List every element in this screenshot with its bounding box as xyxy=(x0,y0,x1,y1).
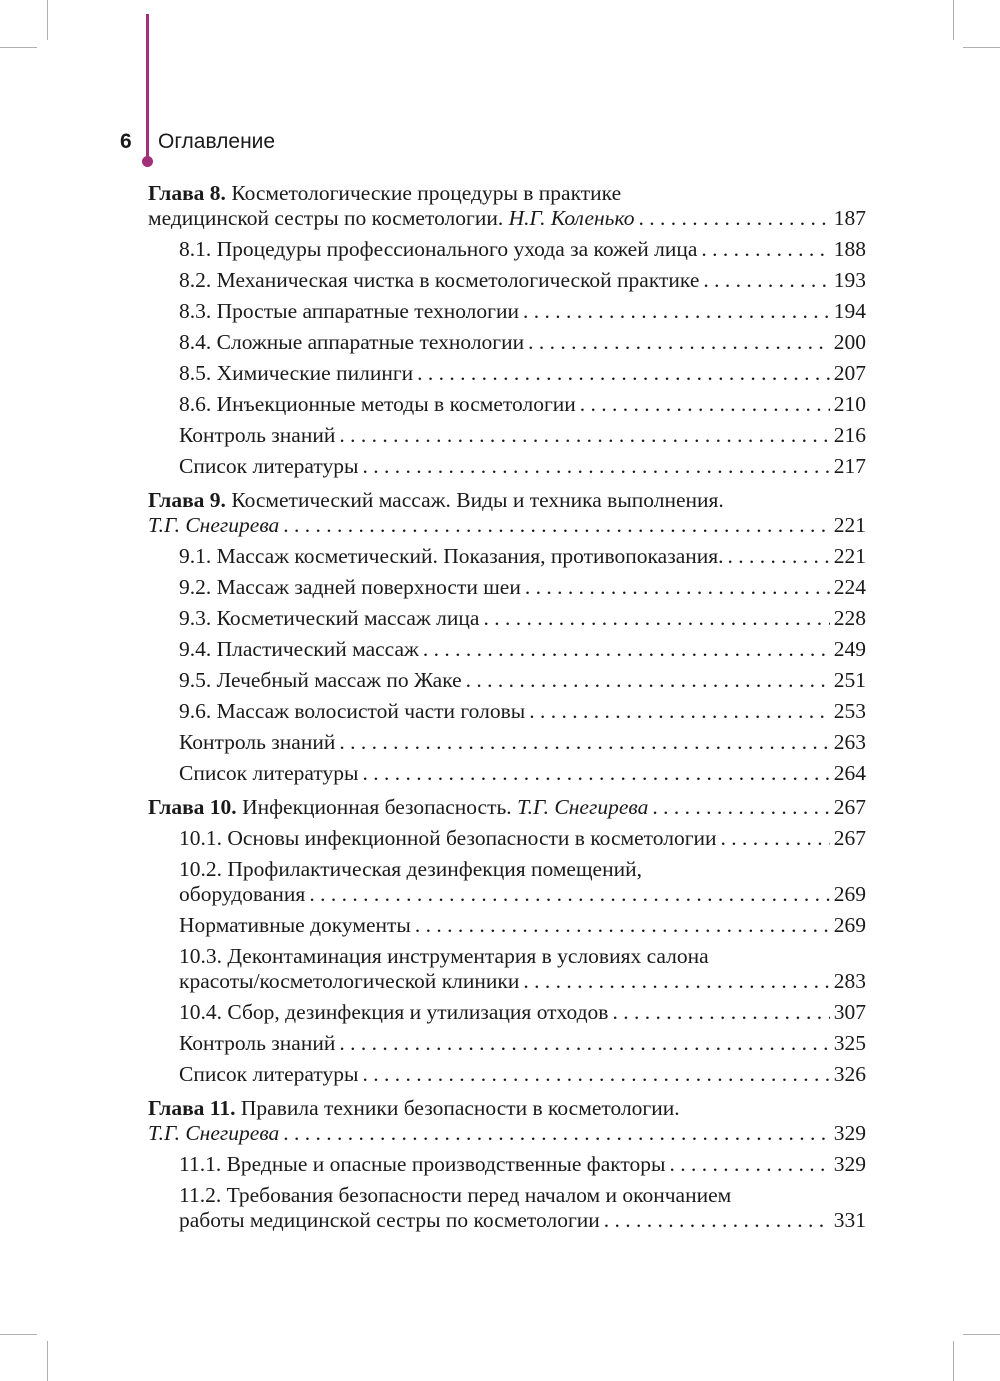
page-ref: 251 xyxy=(833,668,866,692)
dot-leader xyxy=(362,454,829,479)
toc-entry[interactable]: 8.3. Простые аппаратные технологии . . . 194 xyxy=(148,296,866,327)
page-ref: 187 xyxy=(833,206,866,230)
page-ref: 188 xyxy=(833,237,866,261)
toc-entry[interactable]: Список литературы . . . 264 xyxy=(148,758,866,789)
chapter-heading[interactable] xyxy=(148,795,866,823)
page-ref: 264 xyxy=(833,761,866,785)
page-ref: 194 xyxy=(833,299,866,323)
page-ref: 269 xyxy=(833,882,866,906)
page-ref: 221 xyxy=(833,513,866,537)
dot-leader xyxy=(483,606,829,631)
dot-leader xyxy=(604,1208,830,1233)
chapter-heading[interactable] xyxy=(148,1096,866,1121)
toc-entry[interactable]: 9.3. Косметический массаж лица . . . 228 xyxy=(148,603,866,634)
chapter-author: Н.Г. Коленько xyxy=(508,206,635,230)
toc-entry[interactable]: 8.2. Механическая чистка в косметологической практике . . . 193 xyxy=(148,265,866,296)
chapter-author: Т.Г. Снегирева xyxy=(517,795,649,819)
dot-leader xyxy=(669,1152,829,1177)
page-ref: 216 xyxy=(833,423,866,447)
toc-entry[interactable]: 8.5. Химические пилинги . . . 207 xyxy=(148,358,866,389)
dot-leader xyxy=(528,330,830,355)
dot-leader xyxy=(525,575,830,600)
toc-entry[interactable]: 9.2. Массаж задней поверхности шеи . . . 224 xyxy=(148,572,866,603)
chapter-title: Косметический массаж. Виды и техника выполнения. xyxy=(231,488,724,512)
toc-entry[interactable]: 9.1. Массаж косметический. Показания, противопоказания. . . . 221 xyxy=(148,541,866,572)
toc-entry[interactable]: 11.2. Требования безопасности перед началом и окончанием работы медицинской сестры по косметологии . . . 331 xyxy=(148,1180,866,1236)
dot-leader xyxy=(362,761,829,786)
page-number: 6 xyxy=(120,130,132,153)
dot-leader xyxy=(721,826,830,851)
chapter-title: Инфекционная безопасность. xyxy=(242,795,512,819)
toc-entry[interactable]: 8.4. Сложные аппаратные технологии . . . 200 xyxy=(148,327,866,358)
toc-entry[interactable]: Контроль знаний . . . 263 xyxy=(148,727,866,758)
dot-leader xyxy=(703,268,829,293)
toc-entry[interactable]: 8.6. Инъекционные методы в косметологии . . . 210 xyxy=(148,389,866,420)
dot-leader xyxy=(728,544,830,569)
crop-mark xyxy=(953,0,954,40)
page-ref: 207 xyxy=(833,361,866,385)
page-ref: 267 xyxy=(833,795,866,819)
dot-leader xyxy=(652,795,829,820)
toc-entry[interactable]: Контроль знаний . . . 325 xyxy=(148,1028,866,1059)
chapter-heading[interactable] xyxy=(148,488,866,513)
dot-leader xyxy=(339,730,829,755)
crop-mark xyxy=(47,1341,48,1381)
toc-entry[interactable]: 10.4. Сбор, дезинфекция и утилизация отходов . . . 307 xyxy=(148,997,866,1028)
dot-leader xyxy=(612,1000,829,1025)
dot-leader xyxy=(339,1031,829,1056)
page-ref: 307 xyxy=(833,1000,866,1024)
page-ref: 253 xyxy=(833,699,866,723)
page-ref: 193 xyxy=(833,268,866,292)
dot-leader xyxy=(283,1121,829,1146)
page-ref: 283 xyxy=(833,969,866,993)
chapter-label: Глава 8. xyxy=(148,181,226,205)
dot-leader xyxy=(309,882,829,907)
chapter-9 xyxy=(148,488,866,789)
toc-entry[interactable]: 9.6. Массаж волосистой части головы . . . 253 xyxy=(148,696,866,727)
toc-entry[interactable]: 10.2. Профилактическая дезинфекция помещений, оборудования . . . 269 xyxy=(148,854,866,910)
page-ref: 224 xyxy=(833,575,866,599)
crop-mark xyxy=(0,1334,37,1335)
page-ref: 221 xyxy=(833,544,866,568)
crop-mark xyxy=(0,47,37,48)
chapter-heading-line[interactable] xyxy=(148,513,866,541)
accent-dot xyxy=(142,156,153,167)
chapter-10 xyxy=(148,795,866,1090)
chapter-8 xyxy=(148,181,866,482)
toc-entry[interactable]: Нормативные документы . . . 269 xyxy=(148,910,866,941)
page-ref: 210 xyxy=(833,392,866,416)
page-ref: 263 xyxy=(833,730,866,754)
page-ref: 267 xyxy=(833,826,866,850)
page-ref: 269 xyxy=(833,913,866,937)
chapter-title: Правила техники безопасности в косметологии. xyxy=(240,1096,680,1120)
page-ref: 249 xyxy=(833,637,866,661)
running-title: Оглавление xyxy=(158,130,276,153)
page-ref: 325 xyxy=(833,1031,866,1055)
dot-leader xyxy=(423,637,830,662)
toc-entry[interactable]: 10.3. Деконтаминация инструментария в условиях салона красоты/косметологической клиники . . . 283 xyxy=(148,941,866,997)
toc-entry[interactable]: 8.1. Процедуры профессионального ухода за кожей лица . . . 188 xyxy=(148,234,866,265)
dot-leader xyxy=(283,513,829,538)
page-ref: 329 xyxy=(833,1152,866,1176)
chapter-heading[interactable] xyxy=(148,181,866,206)
chapter-label: Глава 9. xyxy=(148,488,226,512)
chapter-heading-line[interactable] xyxy=(148,1121,866,1149)
page-ref: 228 xyxy=(833,606,866,630)
dot-leader xyxy=(415,913,830,938)
crop-mark xyxy=(47,0,48,40)
chapter-title: Косметологические процедуры в практике xyxy=(231,181,622,205)
dot-leader xyxy=(417,361,830,386)
table-of-contents xyxy=(148,181,866,1242)
dot-leader xyxy=(529,699,830,724)
chapter-author: Т.Г. Снегирева xyxy=(148,1121,280,1145)
chapter-heading-line[interactable] xyxy=(148,206,866,234)
page-ref: 217 xyxy=(833,454,866,478)
dot-leader xyxy=(638,206,829,231)
chapter-label: Глава 10. xyxy=(148,795,237,819)
chapter-author: Т.Г. Снегирева xyxy=(148,513,280,537)
crop-mark xyxy=(963,1334,1000,1335)
chapter-title: медицинской сестры по косметологии. xyxy=(148,206,504,230)
dot-leader xyxy=(339,423,829,448)
toc-entry[interactable]: Список литературы . . . 217 xyxy=(148,451,866,482)
toc-entry[interactable]: 9.4. Пластический массаж . . . 249 xyxy=(148,634,866,665)
chapter-label: Глава 11. xyxy=(148,1096,236,1120)
dot-leader xyxy=(362,1062,829,1087)
page-ref: 200 xyxy=(833,330,866,354)
toc-entry[interactable]: 11.1. Вредные и опасные производственные факторы . . . 329 xyxy=(148,1149,866,1180)
page-ref: 326 xyxy=(833,1062,866,1086)
dot-leader xyxy=(580,392,830,417)
toc-entry[interactable]: Контроль знаний . . . 216 xyxy=(148,420,866,451)
toc-entry[interactable]: 10.1. Основы инфекционной безопасности в косметологии . . . 267 xyxy=(148,823,866,854)
accent-rule xyxy=(146,14,149,160)
chapter-11 xyxy=(148,1096,866,1236)
toc-entry[interactable]: 9.5. Лечебный массаж по Жаке . . . 251 xyxy=(148,665,866,696)
dot-leader xyxy=(701,237,829,262)
crop-mark xyxy=(963,47,1000,48)
crop-mark xyxy=(953,1341,954,1381)
dot-leader xyxy=(466,668,830,693)
page-ref: 329 xyxy=(833,1121,866,1145)
dot-leader xyxy=(523,299,830,324)
page-ref: 331 xyxy=(833,1208,866,1232)
dot-leader xyxy=(523,969,829,994)
toc-entry[interactable]: Список литературы . . . 326 xyxy=(148,1059,866,1090)
